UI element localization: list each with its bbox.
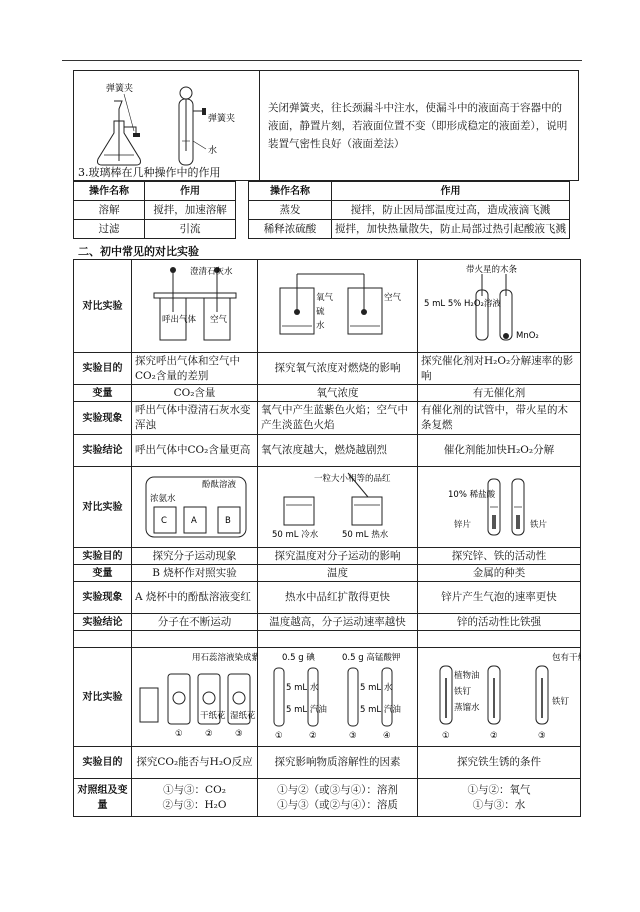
lbl-wet-flower: 湿纸花 xyxy=(230,711,256,721)
control-3-a xyxy=(132,779,258,817)
control-3-a-1: ①与③：CO₂ xyxy=(163,783,226,796)
phenomenon-2-c: 锌片产生气泡的速率更快 xyxy=(418,582,581,614)
lbl-veg-oil: 植物油 xyxy=(454,671,480,681)
lbl-s1: ① xyxy=(275,731,283,741)
spacer-cell xyxy=(258,631,418,648)
label-compare-1: 对比实验 xyxy=(74,260,132,353)
gap-cell xyxy=(236,201,249,220)
label-conclusion-2: 实验结论 xyxy=(74,614,132,631)
purpose-2-a: 探究分子运动现象 xyxy=(132,548,258,565)
fig-co2-flowers xyxy=(132,648,258,747)
phenomenon-1-c: 有催化剂的试管中，带火星的木条复燃 xyxy=(418,402,581,435)
lbl-phenolphthalein: 酚酞溶液 xyxy=(202,480,237,490)
use-evaporate: 搅拌，防止因局部温度过高，造成液滴飞溅 xyxy=(332,201,570,220)
compare-table xyxy=(73,259,581,817)
lbl-oxygen: 氧气 xyxy=(316,293,334,303)
variable-1-b: 氧气浓度 xyxy=(258,385,418,402)
label-control: 对照组及变量 xyxy=(74,779,132,817)
label-variable-1: 变量 xyxy=(74,385,132,402)
lbl-cold-water: 50 mL 冷水 xyxy=(272,530,319,540)
glass-rod-table xyxy=(73,181,570,239)
control-3-c-2: ①与③：水 xyxy=(472,798,526,811)
control-3-c xyxy=(418,779,581,817)
purpose-2-b: 探究温度对分子运动的影响 xyxy=(258,548,418,565)
spring-clip-label-1: 弹簧夹 xyxy=(106,84,134,94)
lbl-b: B xyxy=(225,516,231,526)
use-dilute-acid: 搅拌，加快热量散失，防止局部过热引起酸液飞溅 xyxy=(332,220,570,239)
fig-breath xyxy=(132,260,258,353)
lbl-zinc: 锌片 xyxy=(454,520,472,530)
airtight-text: 关闭弹簧夹，往长颈漏斗中注水，使漏斗中的液面高于容器中的液面，静置片刻，若液面位置不变（即形成稳定的液面差），说明装置气密性良好（液面差法） xyxy=(260,71,579,181)
purpose-3-c: 探究铁生锈的条件 xyxy=(418,747,581,779)
use-filter: 引流 xyxy=(145,220,236,239)
spacer-cell xyxy=(418,631,581,648)
lbl-air-2: 空气 xyxy=(384,293,402,303)
fig-ammonia xyxy=(132,467,258,548)
label-phenomenon-2: 实验现象 xyxy=(74,582,132,614)
header-rule xyxy=(62,60,582,61)
purpose-3-b: 探究影响物质溶解性的因素 xyxy=(258,747,418,779)
conclusion-1-a: 呼出气体中CO₂含量更高 xyxy=(132,435,258,467)
airtight-figure xyxy=(74,71,259,175)
water-label: 水 xyxy=(208,146,218,156)
fig-solubility xyxy=(258,648,418,747)
label-purpose-2: 实验目的 xyxy=(74,548,132,565)
lbl-gasoline-2: 5 mL 汽油 xyxy=(360,705,401,715)
lbl-kmno4: 0.5 g 高锰酸钾 xyxy=(342,653,401,663)
variable-2-a: B 烧杯作对照实验 xyxy=(132,565,258,582)
gap-cell xyxy=(236,220,249,239)
spring-clip-label-2: 弹簧夹 xyxy=(208,114,236,124)
lbl-dry-flower: 干纸花 xyxy=(200,711,226,721)
phenomenon-1-b: 氧气中产生蓝紫色火焰；空气中产生淡蓝色火焰 xyxy=(258,402,418,435)
lbl-sulfur: 硫 xyxy=(316,307,325,317)
phenomenon-2-b: 热水中品红扩散得更快 xyxy=(258,582,418,614)
lbl-n2: ② xyxy=(205,729,213,739)
label-purpose-3: 实验目的 xyxy=(74,747,132,779)
lbl-n3: ③ xyxy=(235,729,243,739)
lbl-iron: 铁片 xyxy=(530,520,548,530)
lbl-r3: ③ xyxy=(538,731,546,741)
op-filter: 过滤 xyxy=(74,220,145,239)
lbl-glowing-splint: 带火星的木条 xyxy=(466,265,518,275)
phenomenon-1-a: 呼出气体中澄清石灰水变浑浊 xyxy=(132,402,258,435)
lbl-air: 空气 xyxy=(210,315,228,325)
fig-rust xyxy=(418,648,581,747)
lbl-iodine: 0.5 g 碘 xyxy=(282,653,315,663)
lbl-red-dye: 一粒大小相等的品红 xyxy=(314,474,391,484)
section-two-title: 二、初中常见的对比实验 xyxy=(78,245,199,258)
phenomenon-2-a: A 烧杯中的酚酞溶液变红 xyxy=(132,582,258,614)
label-variable-2: 变量 xyxy=(74,565,132,582)
variable-1-c: 有无催化剂 xyxy=(418,385,581,402)
control-3-b-2: ①与③（或②与④）：溶质 xyxy=(277,798,398,811)
use-dissolve: 搅拌，加速溶解 xyxy=(145,201,236,220)
lbl-n1: ① xyxy=(175,729,183,739)
label-compare-2: 对比实验 xyxy=(74,467,132,548)
lbl-exhaled: 呼出气体 xyxy=(162,315,197,325)
conclusion-1-c: 催化剂能加快H₂O₂分解 xyxy=(418,435,581,467)
conclusion-2-b: 温度越高，分子运动速率越快 xyxy=(258,614,418,631)
gap-cell xyxy=(236,182,249,201)
fig-diffusion xyxy=(258,467,418,548)
lbl-desiccant-cotton: 包有干 xyxy=(552,653,578,663)
purpose-1-a: 探究呼出气体和空气中CO₂含量的差别 xyxy=(132,353,258,385)
col-header-op-1: 操作名称 xyxy=(74,182,145,201)
lbl-distilled-water: 蒸馏水 xyxy=(454,703,480,713)
fig-catalyst xyxy=(418,260,581,353)
lbl-water: 水 xyxy=(316,321,325,331)
purpose-2-c: 探究锌、铁的活动性 xyxy=(418,548,581,565)
control-3-a-2: ②与③：H₂O xyxy=(162,798,227,811)
spacer-cell xyxy=(74,631,132,648)
lbl-a: A xyxy=(191,516,197,526)
op-dilute-acid: 稀释浓硫酸 xyxy=(249,220,332,239)
section3-title: 3.玻璃棒在几种操作中的作用 xyxy=(78,166,221,179)
label-compare-3: 对比实验 xyxy=(74,648,132,747)
control-3-b xyxy=(258,779,418,817)
lbl-s3: ③ xyxy=(349,731,357,741)
lbl-hot-water: 50 mL 热水 xyxy=(342,530,389,540)
lbl-nail-1: 铁钉 xyxy=(454,687,472,697)
col-header-use-1: 作用 xyxy=(145,182,236,201)
conclusion-2-a: 分子在不断运动 xyxy=(132,614,258,631)
lbl-gasoline-1: 5 mL 汽油 xyxy=(286,705,327,715)
lbl-litmus-flower: 用石蕊溶液染成紫 xyxy=(192,653,258,663)
lbl-r1: ① xyxy=(442,731,450,741)
variable-2-b: 温度 xyxy=(258,565,418,582)
purpose-3-a: 探究CO₂能否与H₂O反应 xyxy=(132,747,258,779)
conclusion-2-c: 锌的活动性比铁强 xyxy=(418,614,581,631)
op-evaporate: 蒸发 xyxy=(249,201,332,220)
op-dissolve: 溶解 xyxy=(74,201,145,220)
label-conclusion-1: 实验结论 xyxy=(74,435,132,467)
lbl-water-2: 5 mL 水 xyxy=(360,683,393,693)
lbl-hcl: 10% 稀盐酸 xyxy=(448,490,496,500)
fig-oxygen xyxy=(258,260,418,353)
lbl-nail-2: 铁钉 xyxy=(552,697,570,707)
variable-2-c: 金属的种类 xyxy=(418,565,581,582)
label-phenomenon-1: 实验现象 xyxy=(74,402,132,435)
lbl-water-1: 5 mL 水 xyxy=(286,683,319,693)
lbl-s2: ② xyxy=(309,731,317,741)
lbl-s4: ④ xyxy=(383,731,391,741)
control-3-b-1: ①与②（或③与④）：溶剂 xyxy=(277,783,398,796)
lbl-limewater: 澄清石灰水 xyxy=(190,267,233,277)
col-header-op-2: 操作名称 xyxy=(249,182,332,201)
lbl-h2o2: 5 mL 5% H₂O₂溶液 xyxy=(424,299,501,309)
lbl-ammonia: 浓氨水 xyxy=(150,494,176,504)
lbl-r2: ② xyxy=(490,731,498,741)
fig-metals xyxy=(418,467,581,548)
spacer-cell xyxy=(132,631,258,648)
variable-1-a: CO₂含量 xyxy=(132,385,258,402)
lbl-mno2: MnO₂ xyxy=(516,331,539,341)
lbl-c: C xyxy=(161,516,167,526)
conclusion-1-b: 氧气浓度越大，燃烧越剧烈 xyxy=(258,435,418,467)
control-3-c-1: ①与②：氧气 xyxy=(467,783,531,796)
purpose-1-b: 探究氧气浓度对燃烧的影响 xyxy=(258,353,418,385)
purpose-1-c: 探究催化剂对H₂O₂分解速率的影响 xyxy=(418,353,581,385)
label-purpose-1: 实验目的 xyxy=(74,353,132,385)
col-header-use-2: 作用 xyxy=(332,182,570,201)
